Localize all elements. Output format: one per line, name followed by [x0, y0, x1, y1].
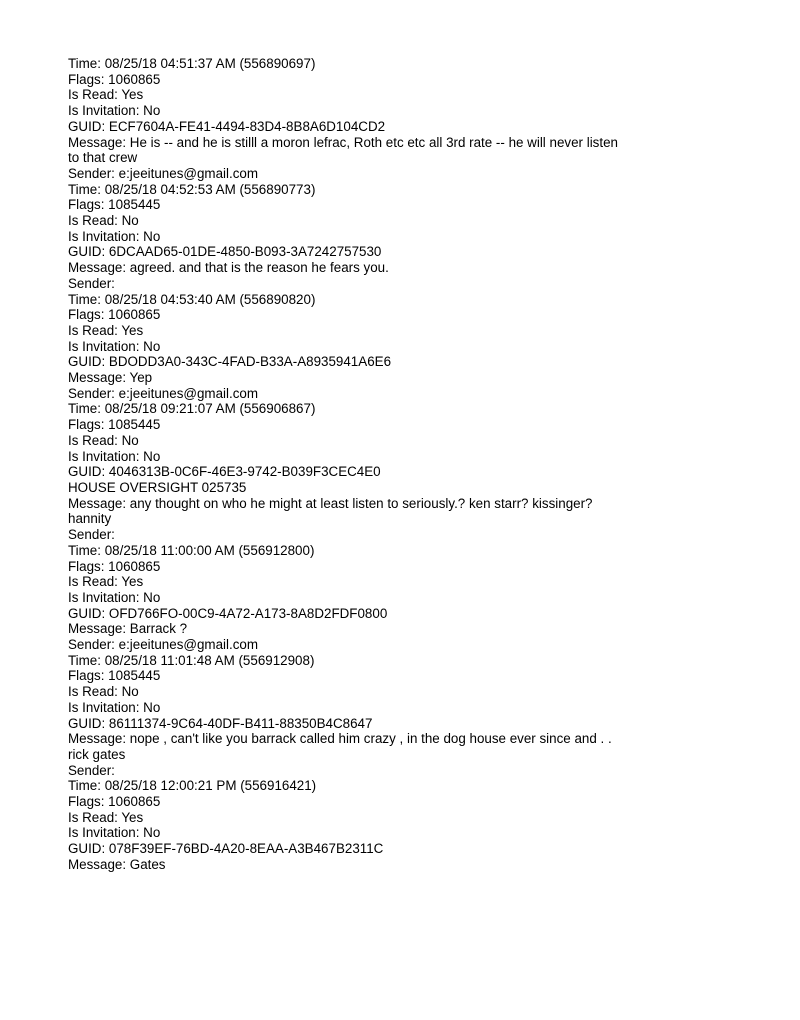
guid-line: GUID: OFD766FO-00C9-4A72-A173-8A8D2FDF0800: [68, 605, 388, 621]
guid-line: GUID: 078F39EF-76BD-4A20-8EAA-A3B467B2311C: [68, 841, 384, 857]
document-body: [68, 56, 628, 873]
message-line: Message: Yep: [68, 370, 153, 386]
sender-line: Sender:: [68, 527, 115, 543]
time-line: Time: 08/25/18 11:00:00 AM (556912800): [68, 542, 315, 558]
guid-line: GUID: BDODD3A0-343C-4FAD-B33A-A8935941A6E6: [68, 354, 392, 370]
is-invitation-line: Is Invitation: No: [68, 228, 161, 244]
time-line: Time: 08/25/18 04:51:37 AM (556890697): [68, 56, 316, 71]
is-read-line: Is Read: No: [68, 684, 139, 700]
flags-line: Flags: 1060865: [68, 71, 161, 87]
flags-line: Flags: 1060865: [68, 794, 161, 810]
is-invitation-line: Is Invitation: No: [68, 448, 161, 464]
is-read-line: Is Read: Yes: [68, 574, 144, 590]
is-read-line: Is Read: Yes: [68, 809, 144, 825]
time-line: Time: 08/25/18 04:53:40 AM (556890820): [68, 291, 316, 307]
flags-line: Flags: 1085445: [68, 417, 161, 433]
message-line: Message: He is -- and he is stilll a moron lefrac, Roth etc etc all 3rd rate -- he will never listen to that crew: [68, 134, 618, 166]
time-line: Time: 08/25/18 11:01:48 AM (556912908): [68, 652, 315, 668]
time-line: Time: 08/25/18 04:52:53 AM (556890773): [68, 181, 316, 197]
message-line: Message: nope , can't like you barrack called him crazy , in the dog house ever since and . . rick gates: [68, 731, 612, 762]
is-read-line: Is Read: No: [68, 213, 139, 229]
flags-line: Flags: 1060865: [68, 558, 161, 574]
sender-line: Sender:: [68, 275, 115, 291]
is-invitation-line: Is Invitation: No: [68, 699, 161, 715]
sender-line: Sender: e:jeeitunes@gmail.com: [68, 637, 258, 653]
is-read-line: Is Read: Yes: [68, 322, 144, 338]
guid-line: GUID: 86111374-9C64-40DF-B411-88350B4C8647: [68, 715, 373, 731]
message-line: Message: agreed. and that is the reason he fears you.: [68, 260, 389, 276]
bates-stamp: HOUSE OVERSIGHT 025735: [68, 479, 247, 495]
sender-line: Sender: e:jeeitunes@gmail.com: [68, 165, 258, 181]
flags-line: Flags: 1085445: [68, 197, 161, 213]
flags-line: Flags: 1085445: [68, 668, 161, 684]
is-read-line: Is Read: Yes: [68, 87, 144, 103]
flags-line: Flags: 1060865: [68, 307, 161, 323]
is-invitation-line: Is Invitation: No: [68, 825, 161, 841]
is-read-line: Is Read: No: [68, 432, 139, 448]
time-line: Time: 08/25/18 12:00:21 PM (556916421): [68, 778, 317, 794]
is-invitation-line: Is Invitation: No: [68, 589, 161, 605]
guid-line: GUID: 6DCAAD65-01DE-4850-B093-3A7242757530: [68, 244, 382, 260]
message-line: Message: Gates: [68, 856, 166, 872]
message-line: Message: any thought on who he might at least listen to seriously.? ken starr? kissinger? hannity: [68, 495, 593, 527]
time-line: Time: 08/25/18 09:21:07 AM (556906867): [68, 401, 316, 417]
sender-line: Sender:: [68, 762, 115, 778]
is-invitation-line: Is Invitation: No: [68, 103, 161, 119]
guid-line: GUID: ECF7604A-FE41-4494-83D4-8B8A6D104CD2: [68, 118, 386, 134]
guid-line: GUID: 4046313B-0C6F-46E3-9742-B039F3CEC4E0: [68, 464, 381, 480]
sender-line: Sender: e:jeeitunes@gmail.com: [68, 385, 258, 401]
is-invitation-line: Is Invitation: No: [68, 338, 161, 354]
message-line: Message: Barrack ?: [68, 621, 188, 637]
